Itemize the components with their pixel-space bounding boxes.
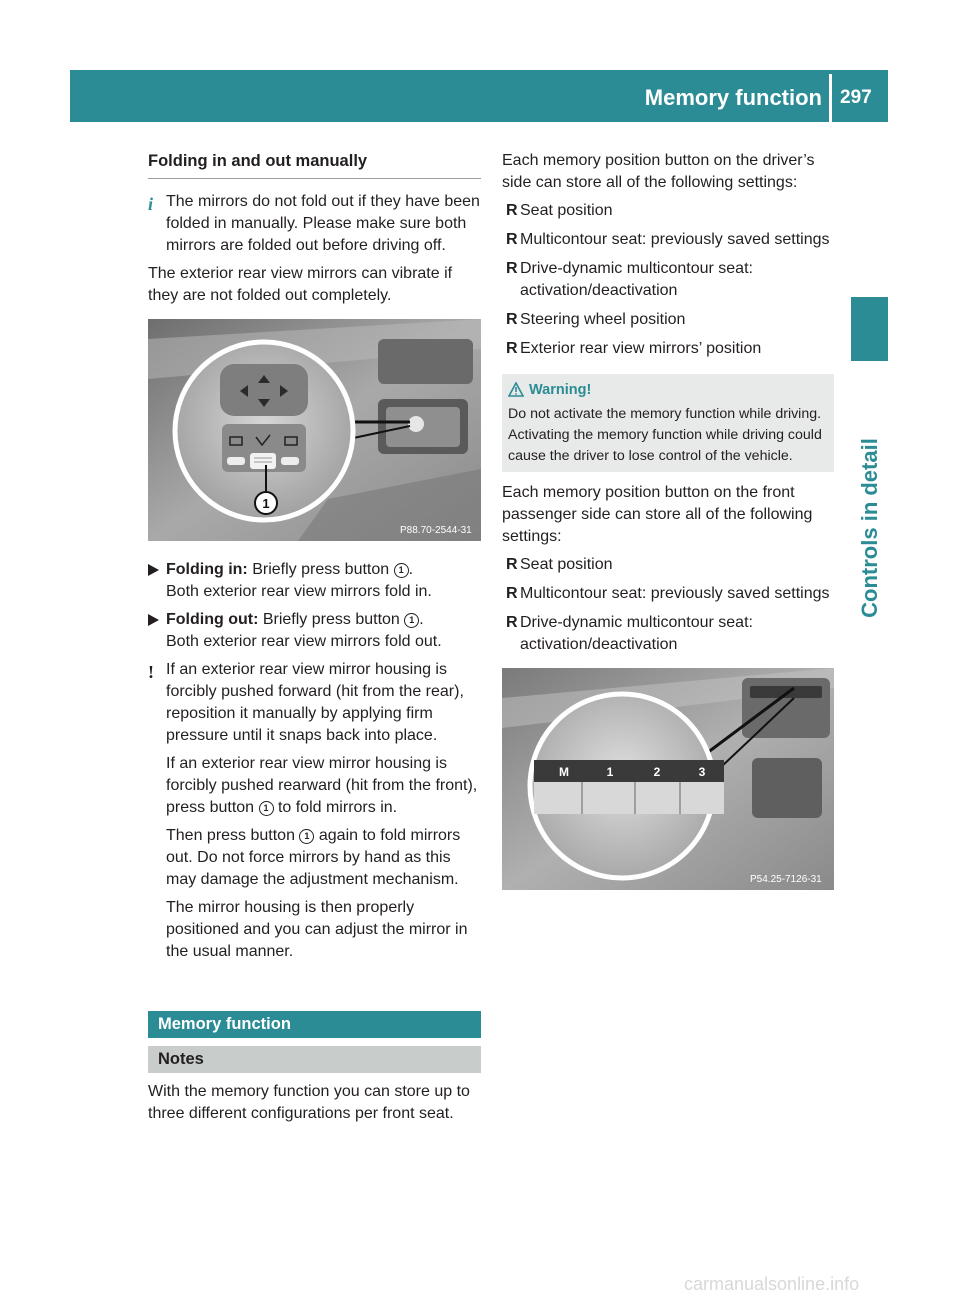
list-item: R Multicontour seat: previously saved settings (502, 229, 834, 251)
driver-list (502, 200, 834, 360)
step-folding-out (148, 609, 481, 653)
step1-result: Both exterior rear view mirrors fold in. (166, 583, 432, 600)
list-item: R Exterior rear view mirrors’ position (502, 338, 834, 360)
warning-box (502, 374, 834, 472)
step1-label: Folding in: (166, 561, 248, 578)
side-tab-label: Controls in detail (856, 438, 882, 618)
caution-p2-a: If an exterior rear view mirror housing is forcibly pushed rearward (hit from the front), press button (166, 755, 478, 816)
notes-text: With the memory function you can store up to three different configurations per front seat. (148, 1083, 470, 1122)
caution-p3 (166, 825, 481, 891)
step2-result: Both exterior rear view mirrors fold out. (166, 633, 442, 650)
step1-text: Briefly press button (247, 561, 394, 578)
section-title-memory: Memory function (148, 1011, 481, 1038)
step2-text: Briefly press button (258, 611, 405, 628)
photo-mirror-switch (148, 319, 481, 541)
step-arrow-icon (148, 614, 159, 626)
bullet-icon: R (506, 311, 518, 328)
bullet-icon: R (506, 614, 518, 631)
warning-triangle-icon (508, 382, 524, 397)
caution-note (148, 659, 481, 963)
info-icon: i (148, 194, 154, 214)
driver-intro: Each memory position button on the driver’s side can store all of the following settings: (502, 152, 815, 191)
page-title: Memory function (644, 85, 822, 110)
side-tab-block (851, 297, 888, 361)
passenger-list (502, 554, 834, 656)
list-item: R Drive-dynamic multicontour seat: activation/deactivation (506, 614, 753, 653)
photo2-code: P54.25-7126-31 (750, 874, 822, 885)
warning-heading (508, 380, 828, 401)
caution-p4: The mirror housing is then properly positioned and you can adjust the mirror in the usual manner. (166, 899, 468, 960)
warning-text: Do not activate the memory function while driving. Activating the memory function while driving could cause the driver to lose control of the vehicle. (508, 406, 822, 464)
photo1-code: P88.70-2544-31 (400, 525, 472, 536)
list-item: R Multicontour seat: previously saved settings (502, 583, 834, 605)
callout-1-icon: 1 (259, 801, 274, 816)
caution-p2 (166, 753, 481, 819)
passenger-intro: Each memory position button on the front passenger side can store all of the following settings: (502, 484, 813, 545)
caution-p3-b: again to fold mirrors out. Do not force mirrors by hand as this may damage the adjustment mechanism. (166, 827, 461, 888)
page-number: 297 (840, 87, 872, 108)
bullet-icon: R (506, 585, 518, 602)
subsection-notes: Notes (148, 1046, 481, 1073)
right-column (502, 150, 834, 908)
vibrate-text: The exterior rear view mirrors can vibrate if they are not folded out completely. (148, 265, 453, 304)
bullet-icon: R (506, 340, 518, 357)
caution-p1: If an exterior rear view mirror housing is forcibly pushed forward (hit from the rear), reposition it manually by applying firm pressure until it snaps back into place. (166, 661, 464, 744)
step-folding-in (148, 559, 481, 603)
bullet-icon: R (506, 556, 518, 573)
step2-label: Folding out: (166, 611, 259, 628)
header-divider (829, 74, 832, 122)
memory-button-3: 3 (698, 765, 706, 779)
step1-end: . (408, 561, 414, 578)
warning-title: Warning! (529, 382, 592, 398)
caution-p2-b: to fold mirrors in. (273, 799, 398, 816)
step2-end: . (419, 611, 424, 628)
bullet-icon: R (506, 202, 518, 219)
callout-1-icon: 1 (299, 829, 314, 844)
step-arrow-icon (148, 564, 159, 576)
caution-p3-a: Then press button (166, 827, 300, 844)
photo-memory-buttons (502, 668, 834, 890)
memory-button-2: 2 (653, 765, 661, 779)
list-item: R Steering wheel position (502, 309, 834, 331)
info-note (148, 191, 481, 257)
side-tab (851, 368, 888, 688)
bullet-icon: R (506, 231, 518, 248)
exclamation-icon: ! (148, 662, 154, 682)
memory-button-m: M (559, 765, 569, 779)
info-note-text: The mirrors do not fold out if they have been folded in manually. Please make sure both mirrors are folded out before driving off. (166, 193, 480, 254)
callout-1-icon: 1 (394, 563, 409, 578)
left-column (148, 150, 481, 1131)
list-item: R Seat position (502, 554, 834, 576)
callout-1-icon: 1 (404, 613, 419, 628)
list-item: R Drive-dynamic multicontour seat: activation/deactivation (506, 260, 753, 299)
list-item: R Seat position (502, 200, 834, 222)
photo1-callout: 1 (262, 496, 270, 511)
bullet-icon: R (506, 260, 518, 277)
watermark: carmanualsonline.info (684, 1274, 860, 1294)
subheading-folding: Folding in and out manually (148, 150, 481, 179)
memory-button-1: 1 (606, 765, 614, 779)
